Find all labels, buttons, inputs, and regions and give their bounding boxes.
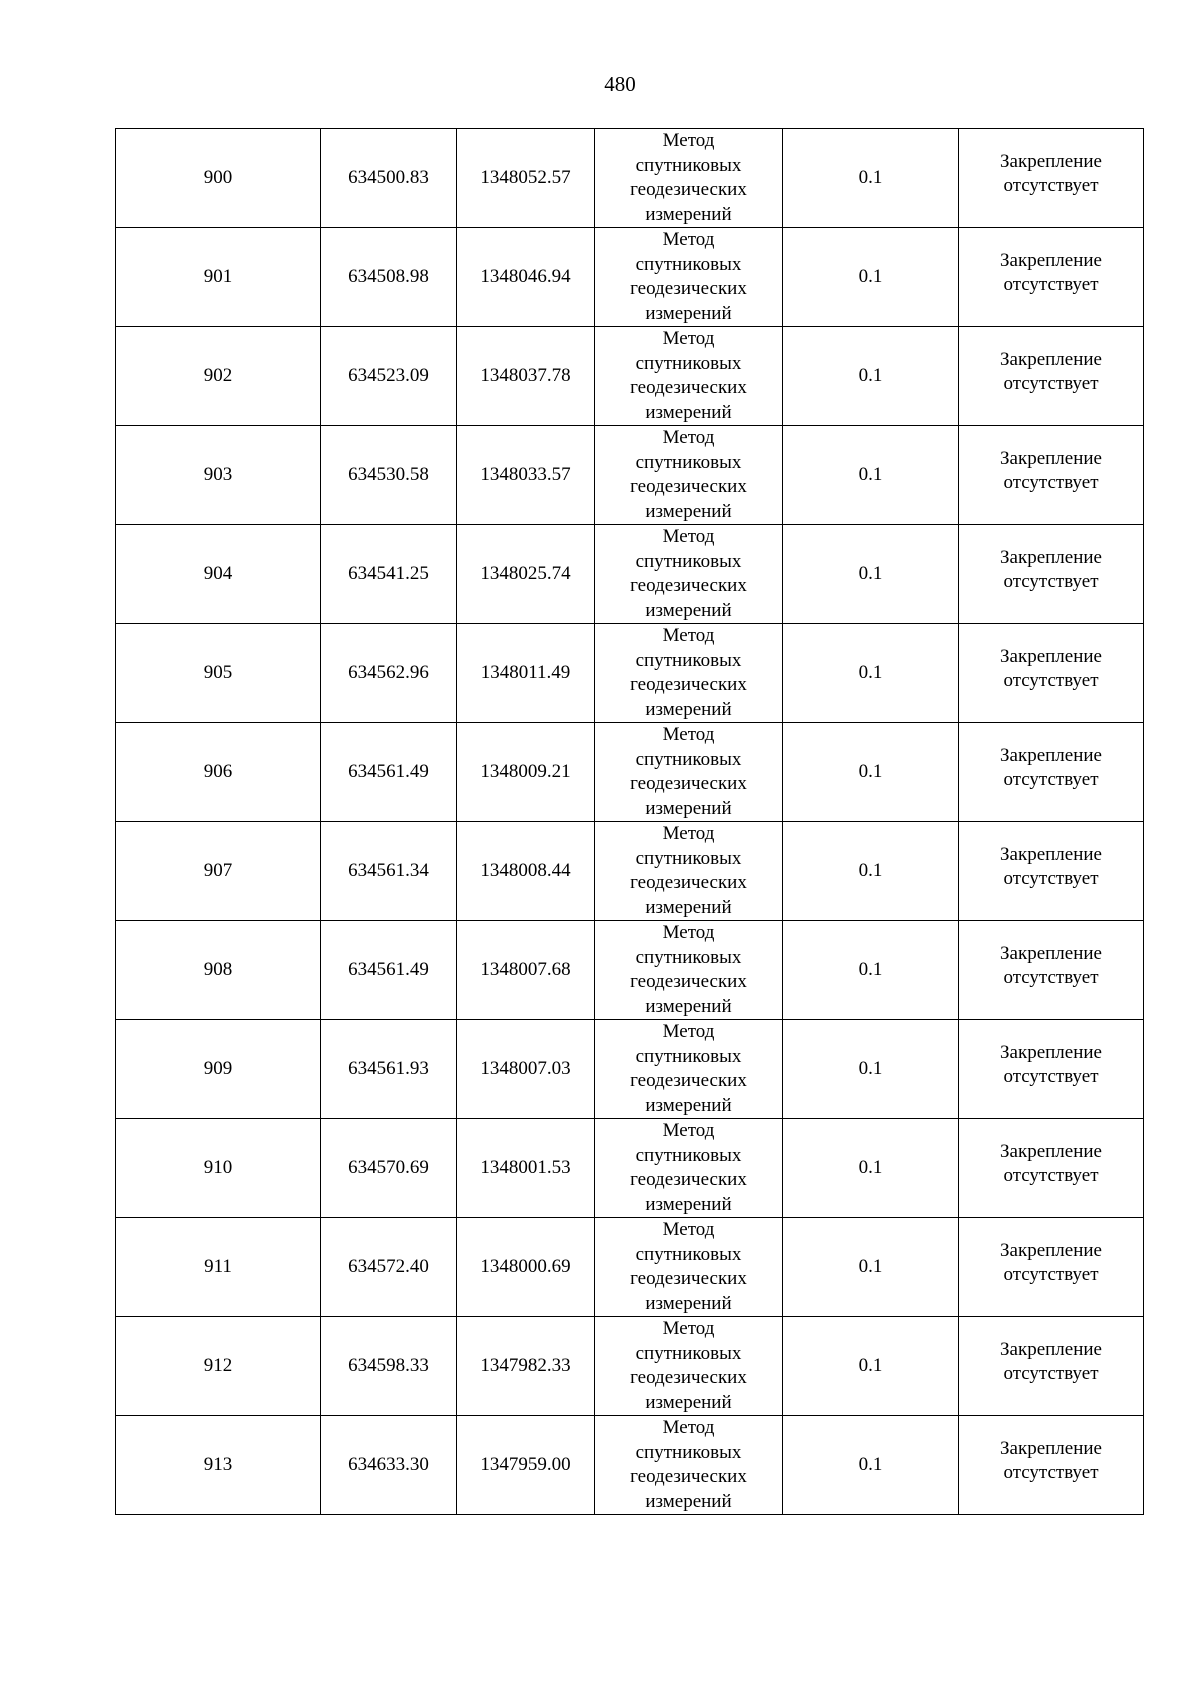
accuracy-cell: 0.1 (783, 1416, 959, 1515)
method-text-line: спутниковых (635, 1441, 742, 1463)
point-number-cell: 911 (116, 1218, 321, 1317)
method-text-line: Метод (662, 724, 715, 745)
method-text-line: геодезических (630, 278, 747, 299)
method-text-line: Метод (662, 130, 715, 151)
method-text-line: измерений (645, 1490, 732, 1512)
mark-description-cell (959, 129, 1144, 228)
method-text-line: геодезических (630, 575, 747, 596)
mark-description-cell (959, 1020, 1144, 1119)
accuracy-cell: 0.1 (783, 1020, 959, 1119)
method-text-line: геодезических (630, 377, 747, 398)
mark-text-line: Закрепление (1000, 1338, 1102, 1360)
point-number-cell: 910 (116, 1119, 321, 1218)
x-coordinate-cell: 634541.25 (321, 525, 457, 624)
mark-description-cell (959, 426, 1144, 525)
method-text-line: Метод (662, 1417, 715, 1438)
table-row (116, 426, 1144, 525)
mark-description-cell (959, 822, 1144, 921)
table-row (116, 1218, 1144, 1317)
point-number-cell: 905 (116, 624, 321, 723)
point-number-cell: 912 (116, 1317, 321, 1416)
table-row (116, 228, 1144, 327)
method-cell (595, 1416, 783, 1515)
x-coordinate-cell: 634598.33 (321, 1317, 457, 1416)
mark-text-line: Закрепление (1000, 348, 1102, 370)
mark-text-line: Закрепление (1000, 447, 1102, 469)
mark-text-line: отсутствует (1003, 1462, 1099, 1483)
method-cell (595, 525, 783, 624)
table-row (116, 1317, 1144, 1416)
mark-text-line: отсутствует (1003, 868, 1099, 889)
accuracy-cell: 0.1 (783, 525, 959, 624)
y-coordinate-cell: 1347982.33 (457, 1317, 595, 1416)
point-number-cell: 909 (116, 1020, 321, 1119)
method-text-line: геодезических (630, 476, 747, 497)
x-coordinate-cell: 634561.49 (321, 921, 457, 1020)
method-text-line: геодезических (630, 1466, 747, 1487)
method-cell (595, 129, 783, 228)
mark-text-line: Закрепление (1000, 843, 1102, 865)
method-text-line: измерений (645, 896, 732, 918)
method-text-line: Метод (662, 823, 715, 844)
method-text-line: Метод (662, 328, 715, 349)
y-coordinate-cell: 1348037.78 (457, 327, 595, 426)
method-text-line: Метод (662, 1318, 715, 1339)
point-number-cell: 906 (116, 723, 321, 822)
accuracy-cell: 0.1 (783, 426, 959, 525)
mark-text-line: Закрепление (1000, 645, 1102, 667)
mark-text-line: Закрепление (1000, 1140, 1102, 1162)
mark-text-line: отсутствует (1003, 472, 1099, 493)
mark-text-line: отсутствует (1003, 1165, 1099, 1186)
method-text-line: Метод (662, 1021, 715, 1042)
x-coordinate-cell: 634562.96 (321, 624, 457, 723)
mark-text-line: Закрепление (1000, 249, 1102, 271)
accuracy-cell: 0.1 (783, 129, 959, 228)
accuracy-cell: 0.1 (783, 723, 959, 822)
mark-text-line: Закрепление (1000, 150, 1102, 172)
method-text-line: спутниковых (635, 451, 742, 473)
method-text-line: геодезических (630, 1070, 747, 1091)
mark-description-cell (959, 1119, 1144, 1218)
y-coordinate-cell: 1348001.53 (457, 1119, 595, 1218)
mark-text-line: отсутствует (1003, 670, 1099, 691)
method-text-line: спутниковых (635, 352, 742, 374)
mark-description-cell (959, 723, 1144, 822)
y-coordinate-cell: 1348033.57 (457, 426, 595, 525)
mark-text-line: отсутствует (1003, 769, 1099, 790)
mark-text-line: отсутствует (1003, 571, 1099, 592)
method-text-line: измерений (645, 797, 732, 819)
method-text-line: спутниковых (635, 1045, 742, 1067)
point-number-cell: 904 (116, 525, 321, 624)
method-text-line: измерений (645, 599, 732, 621)
accuracy-cell: 0.1 (783, 822, 959, 921)
table-row (116, 822, 1144, 921)
mark-description-cell (959, 1317, 1144, 1416)
method-cell (595, 1119, 783, 1218)
coordinates-table (115, 128, 1144, 1515)
table-row (116, 723, 1144, 822)
table-row (116, 1020, 1144, 1119)
method-cell (595, 624, 783, 723)
method-cell (595, 723, 783, 822)
method-cell (595, 426, 783, 525)
x-coordinate-cell: 634530.58 (321, 426, 457, 525)
y-coordinate-cell: 1348009.21 (457, 723, 595, 822)
method-text-line: измерений (645, 500, 732, 522)
method-text-line: измерений (645, 1094, 732, 1116)
method-text-line: спутниковых (635, 1342, 742, 1364)
method-cell (595, 921, 783, 1020)
method-text-line: геодезических (630, 674, 747, 695)
point-number-cell: 908 (116, 921, 321, 1020)
method-text-line: спутниковых (635, 748, 742, 770)
method-text-line: спутниковых (635, 1243, 742, 1265)
x-coordinate-cell: 634561.93 (321, 1020, 457, 1119)
method-text-line: Метод (662, 1120, 715, 1141)
method-text-line: измерений (645, 1193, 732, 1215)
point-number-cell: 901 (116, 228, 321, 327)
x-coordinate-cell: 634633.30 (321, 1416, 457, 1515)
x-coordinate-cell: 634572.40 (321, 1218, 457, 1317)
method-text-line: Метод (662, 625, 715, 646)
method-text-line: измерений (645, 302, 732, 324)
page-number: 480 (604, 72, 636, 96)
table-row (116, 525, 1144, 624)
y-coordinate-cell: 1348052.57 (457, 129, 595, 228)
accuracy-cell: 0.1 (783, 327, 959, 426)
accuracy-cell: 0.1 (783, 1119, 959, 1218)
accuracy-cell: 0.1 (783, 1317, 959, 1416)
x-coordinate-cell: 634570.69 (321, 1119, 457, 1218)
x-coordinate-cell: 634508.98 (321, 228, 457, 327)
method-text-line: геодезических (630, 872, 747, 893)
mark-text-line: отсутствует (1003, 1264, 1099, 1285)
mark-description-cell (959, 624, 1144, 723)
method-text-line: измерений (645, 1292, 732, 1314)
method-text-line: спутниковых (635, 550, 742, 572)
method-text-line: геодезических (630, 1367, 747, 1388)
x-coordinate-cell: 634561.49 (321, 723, 457, 822)
accuracy-cell: 0.1 (783, 1218, 959, 1317)
method-text-line: спутниковых (635, 847, 742, 869)
mark-text-line: отсутствует (1003, 1066, 1099, 1087)
method-text-line: спутниковых (635, 946, 742, 968)
table-row (116, 921, 1144, 1020)
mark-text-line: Закрепление (1000, 1437, 1102, 1459)
table-row (116, 327, 1144, 426)
table-row (116, 624, 1144, 723)
method-text-line: геодезических (630, 179, 747, 200)
point-number-cell: 902 (116, 327, 321, 426)
method-cell (595, 1020, 783, 1119)
mark-text-line: отсутствует (1003, 274, 1099, 295)
method-text-line: Метод (662, 229, 715, 250)
accuracy-cell: 0.1 (783, 921, 959, 1020)
method-cell (595, 1317, 783, 1416)
mark-text-line: Закрепление (1000, 546, 1102, 568)
accuracy-cell: 0.1 (783, 228, 959, 327)
method-text-line: спутниковых (635, 649, 742, 671)
method-text-line: измерений (645, 401, 732, 423)
mark-description-cell (959, 327, 1144, 426)
y-coordinate-cell: 1348008.44 (457, 822, 595, 921)
method-text-line: измерений (645, 203, 732, 225)
point-number-cell: 903 (116, 426, 321, 525)
y-coordinate-cell: 1348000.69 (457, 1218, 595, 1317)
mark-description-cell (959, 1416, 1144, 1515)
y-coordinate-cell: 1348011.49 (457, 624, 595, 723)
mark-description-cell (959, 525, 1144, 624)
mark-text-line: отсутствует (1003, 373, 1099, 394)
table-row (116, 1416, 1144, 1515)
method-text-line: измерений (645, 995, 732, 1017)
mark-text-line: отсутствует (1003, 967, 1099, 988)
mark-text-line: Закрепление (1000, 1239, 1102, 1261)
table-row (116, 129, 1144, 228)
x-coordinate-cell: 634523.09 (321, 327, 457, 426)
mark-description-cell (959, 921, 1144, 1020)
point-number-cell: 900 (116, 129, 321, 228)
y-coordinate-cell: 1347959.00 (457, 1416, 595, 1515)
method-text-line: Метод (662, 526, 715, 547)
mark-text-line: отсутствует (1003, 175, 1099, 196)
method-cell (595, 1218, 783, 1317)
table-row (116, 1119, 1144, 1218)
mark-text-line: отсутствует (1003, 1363, 1099, 1384)
y-coordinate-cell: 1348007.68 (457, 921, 595, 1020)
accuracy-cell: 0.1 (783, 624, 959, 723)
method-text-line: Метод (662, 922, 715, 943)
method-text-line: геодезических (630, 1268, 747, 1289)
method-text-line: измерений (645, 1391, 732, 1413)
mark-description-cell (959, 228, 1144, 327)
mark-text-line: Закрепление (1000, 1041, 1102, 1063)
mark-text-line: Закрепление (1000, 744, 1102, 766)
y-coordinate-cell: 1348007.03 (457, 1020, 595, 1119)
method-text-line: Метод (662, 1219, 715, 1240)
x-coordinate-cell: 634561.34 (321, 822, 457, 921)
mark-description-cell (959, 1218, 1144, 1317)
y-coordinate-cell: 1348025.74 (457, 525, 595, 624)
method-text-line: спутниковых (635, 253, 742, 275)
method-text-line: геодезических (630, 1169, 747, 1190)
method-text-line: спутниковых (635, 1144, 742, 1166)
method-text-line: геодезических (630, 773, 747, 794)
method-text-line: спутниковых (635, 154, 742, 176)
x-coordinate-cell: 634500.83 (321, 129, 457, 228)
y-coordinate-cell: 1348046.94 (457, 228, 595, 327)
method-cell (595, 327, 783, 426)
point-number-cell: 907 (116, 822, 321, 921)
table-body (116, 129, 1144, 1515)
method-cell (595, 822, 783, 921)
method-text-line: геодезических (630, 971, 747, 992)
method-text-line: измерений (645, 698, 732, 720)
method-cell (595, 228, 783, 327)
method-text-line: Метод (662, 427, 715, 448)
mark-text-line: Закрепление (1000, 942, 1102, 964)
point-number-cell: 913 (116, 1416, 321, 1515)
